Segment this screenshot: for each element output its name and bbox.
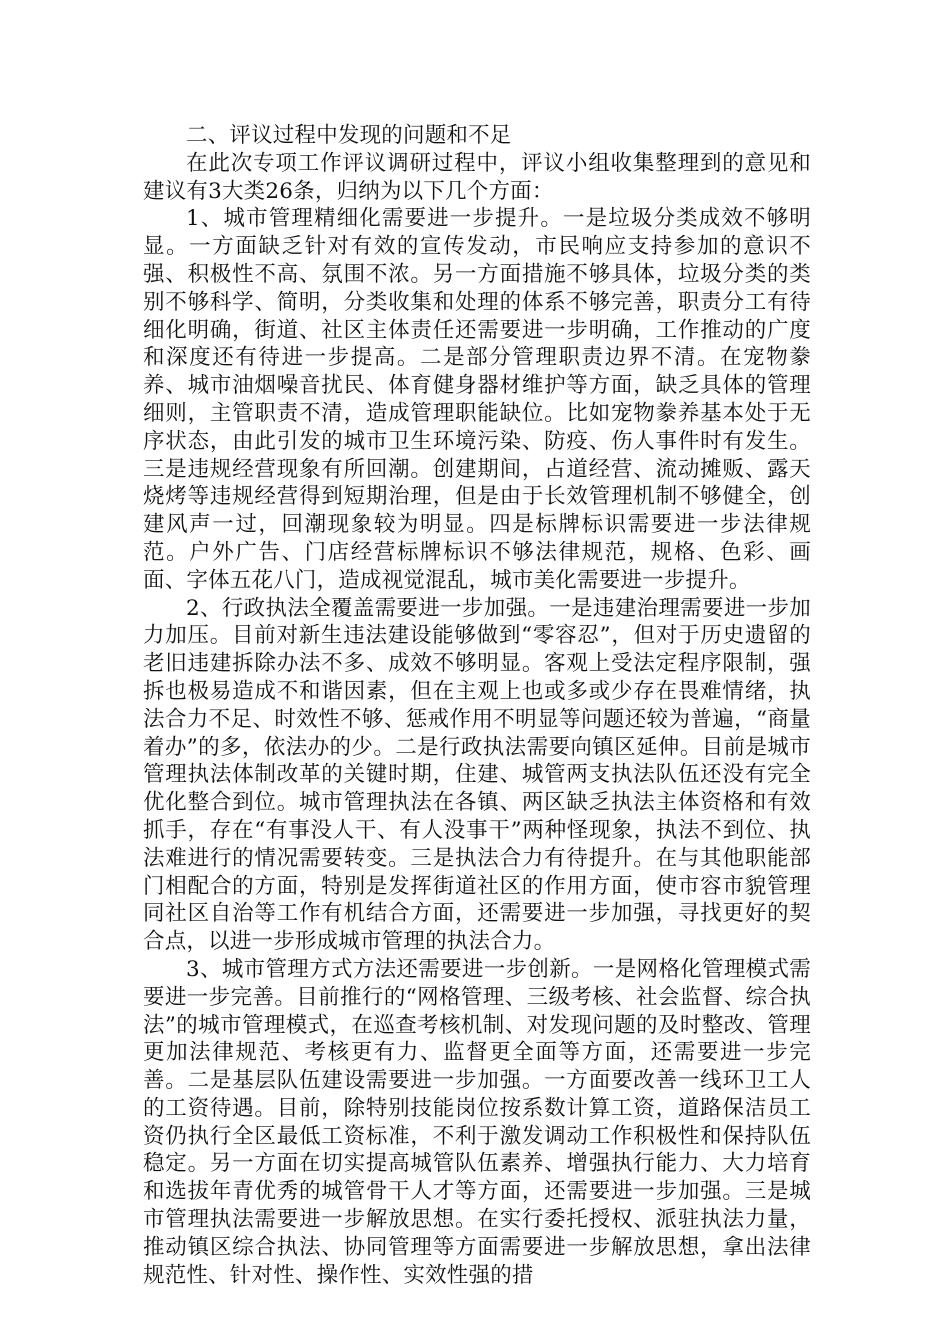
paragraph-administrative-enforcement: 2、行政执法全覆盖需要进一步加强。一是违建治理需要进一步加力加压。目前对新生违法建设能够做到“零容忍”，但对于历史遗留的老旧违建拆除办法不多、成效不够明显。客观上受法定程序限制，强拆也极易造成不和谐因素，但在主观上也或多或少存在畏难情绪，执法合力不足、时效性不够、惩戒作用不明显等问题还较为普遍，“商量着办”的多，依法办的少。二是行政执法需要向镇区延伸。目前是城市管理执法体制改革的关键时期，住建、城管两支执法队伍还没有完全优化整合到位。城市管理执法在各镇、两区缺乏执法主体资格和有效抓手，存在“有事没人干、有人没事干”两种怪现象，执法不到位、执法难进行的情况需要转变。三是执法合力有待提升。在与其他职能部门相配合的方面，特别是发挥街道社区的作用方面，使市容市貌管理同社区自治等工作有机结合方面，还需要进一步加强，寻找更好的契合点，以进一步形成城市管理的执法合力。 bbox=[143, 595, 811, 955]
paragraph-intro: 在此次专项工作评议调研过程中，评议小组收集整理到的意见和建议有3大类26条，归纳为以下几个方面： bbox=[143, 150, 811, 204]
paragraph-urban-management-refinement: 1、城市管理精细化需要进一步提升。一是垃圾分类成效不够明显。一方面缺乏针对有效的宣传发动，市民响应支持参加的意识不强、积极性不高、氛围不浓。另一方面措施不够具体，垃圾分类的类别不够科学、简明，分类收集和处理的体系不够完善，职责分工有待细化明确，街道、社区主体责任还需要进一步明确，工作推动的广度和深度还有待进一步提高。二是部分管理职责边界不清。在宠物豢养、城市油烟噪音扰民、体育健身器材维护等方面，缺乏具体的管理细则，主管职责不清，造成管理职能缺位。比如宠物豢养基本处于无序状态，由此引发的城市卫生环境污染、防疫、伤人事件时有发生。三是违规经营现象有所回潮。创建期间，占道经营、流动摊贩、露天烧烤等违规经营得到短期治理，但是由于长效管理机制不够健全，创建风声一过，回潮现象较为明显。四是标牌标识需要进一步法律规范。户外广告、门店经营标牌标识不够法律规范，规格、色彩、画面、字体五花八门，造成视觉混乱，城市美化需要进一步提升。 bbox=[143, 206, 811, 593]
section-heading: 二、评议过程中发现的问题和不足 bbox=[186, 123, 512, 148]
document-body bbox=[143, 122, 811, 1289]
paragraph-management-methods: 3、城市管理方式方法还需要进一步创新。一是网格化管理模式需要进一步完善。目前推行的“网格管理、三级考核、社会监督、综合执法”的城市管理模式，在巡查考核机制、对发现问题的及时整改、管理更加法律规范、考核更有力、监督更全面等方面，还需要进一步完善。二是基层队伍建设需要进一步加强。一方面要改善一线环卫工人的工资待遇。目前，除特别技能岗位按系数计算工资，道路保洁员工资仍执行全区最低工资标准，不利于激发调动工作积极性和保持队伍稳定。另一方面在切实提高城管队伍素养、增强执行能力、大力培育和选拔年青优秀的城管骨干人才等方面，还需要进一步加强。三是城市管理执法需要进一步解放思想。在实行委托授权、派驻执法力量，推动镇区综合执法、协同管理等方面需要进一步解放思想，拿出法律规范性、针对性、操作性、实效性强的措 bbox=[143, 956, 811, 1288]
